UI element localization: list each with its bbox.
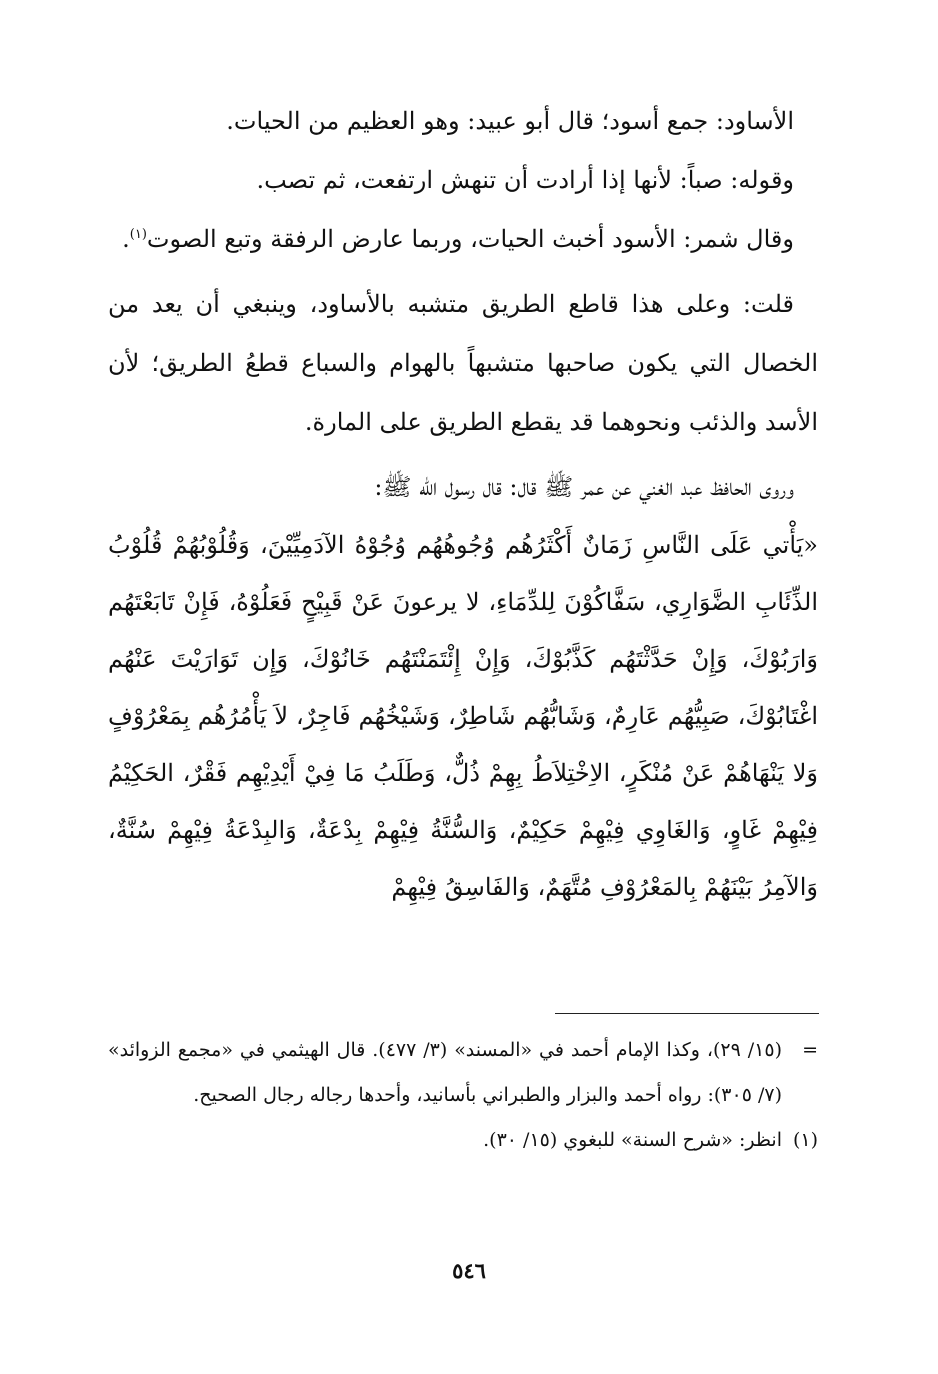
footnote-1 [108, 1118, 818, 1163]
hadith-text: «يَأْتي عَلَى النَّاسِ زَمَانٌ أَكْثَرُهُم وُجُوهُهُم وُجُوْهُ الآدَمِيِّيْنَ، وَقُلُوْبُهُمْ قُلُوْبُ الذِّئَابِ الضَّوَارِي، سَفَّاكُوْنَ لِلدِّمَاءِ، لا يرعونَ عَنْ قَبِيْحٍ فَعَلُوْهُ، فَإِنْ تَابَعْتَهُم وَارَبُوْكَ، وَإِنْ حَدَّثْتَهُم كَذَّبُوْكَ، وَإِنْ إِئْتَمَنْتَهُم خَانُوْكَ، وَإِن تَوَارَيْتَ عَنْهُم اغْتَابُوْكَ، صَبِيُّهُم عَارِمٌ، وَشَابُّهُم شَاطِرٌ، وَشَيْخُهُم فَاجِرٌ، لاَ يَأْمُرُهُم بِمَعْرُوْفٍ وَلا يَنْهَاهُمْ عَنْ مُنْكَرٍ، الاِخْتِلاَطُ بِهِمْ ذُلٌّ، وَطَلَبُ مَا فِيْ أَيْدِيْهِم فَقْرٌ، الحَكِيْمُ فِيْهِمْ غَاوٍ، وَالغَاوِي فِيْهِمْ حَكِيْمٌ، وَالسُّنَّةُ فِيْهِمْ بِدْعَةٌ، وَالبِدْعَةُ فِيْهِمْ سُنَّةٌ، وَالآمِرُ بَيْنَهُمْ بِالمَعْرُوْفِ مُتَّهَمٌ، وَالفَاسِقُ فِيْهِمْ [108, 531, 818, 901]
footnote-1-mark: (١) [792, 1129, 818, 1151]
paragraph-asawid: الأساود: جمع أسود؛ قال أبو عبيد: وهو العظيم من الحيات. [226, 107, 794, 135]
footnote-continuation-text: (١٥/ ٢٩)، وكذا الإمام أحمد في «المسند» (٣/ ٤٧٧). قال الهيثمي في «مجمع الزوائد» (٧/ ٣٠٥): رواه أحمد والبزار والطبراني بأسانيد، وأحدها رجاله رجال الصحيح. [108, 1039, 782, 1106]
footnote-reference[interactable]: (١) [129, 227, 147, 242]
paragraph-saban: وقوله: صباً: لأنها إذا أرادت أن تنهش ارتفعت، ثم تصب. [256, 166, 794, 194]
footnote-continuation-mark: = [802, 1039, 818, 1061]
footnote-1-text: انظر: «شرح السنة» للبغوي (١٥/ ٣٠). [483, 1129, 782, 1151]
page-body [108, 92, 818, 916]
footnote-divider [555, 1013, 819, 1014]
paragraph-shamir [108, 210, 818, 269]
footnote-continuation [108, 1028, 818, 1118]
paragraph-shamir-text: وقال شمر: الأسود أخبث الحيات، وربما عارض الرفقة وتبع الصوت [146, 225, 794, 253]
page-number: ٥٤٦ [452, 1258, 486, 1283]
footnotes [108, 1028, 818, 1163]
paragraph-qultu: قلت: وعلى هذا قاطع الطريق متشبه بالأساود، وينبغي أن يعد من الخصال التي يكون صاحبها متشبهاً بالهوام والسباع قطعُ الطريق؛ لأن الأسد والذئب ونحوهما قد يقطع الطريق على المارة. [108, 290, 818, 436]
paragraph-narration-intro: وروى الحافظ عبد الغني عن عمر ﷺ قال: قال رسول الله ﷺ: [374, 473, 794, 501]
footnote-reference-tail: . [122, 225, 130, 253]
